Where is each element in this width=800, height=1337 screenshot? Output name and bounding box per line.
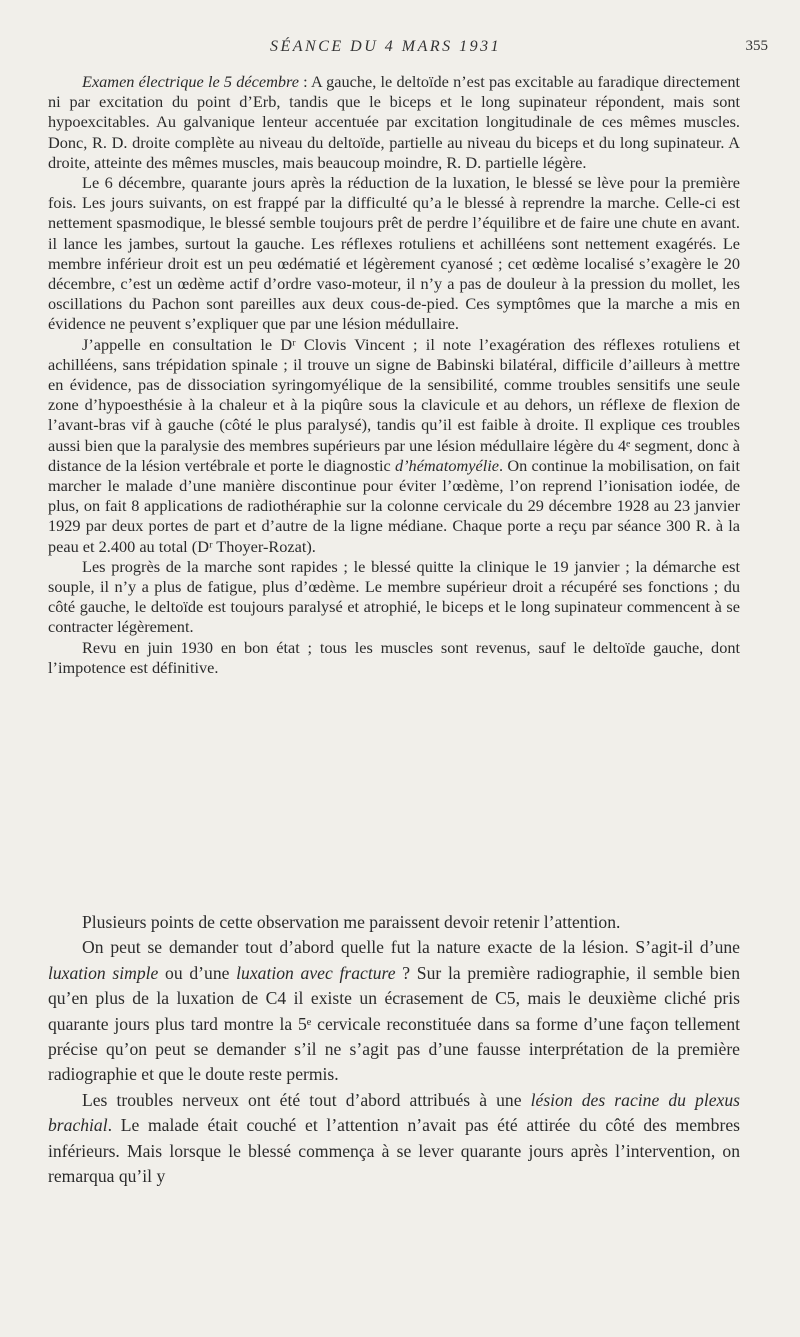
paragraph — [48, 335, 740, 557]
page-number: 355 — [745, 38, 768, 54]
text-run: Les progrès de la marche sont rapides ; le blessé quitte la clinique le 19 janvier ; la démarche est souple, il n’y a plus de fatigue, plus d’œdème. Le membre supérieur droit a récupéré ses fonctions ; du côté gauche, le deltoïde est toujours paralysé et atrophié, le biceps et le long supinateur commencent à se contracter légèrement. — [48, 556, 740, 637]
text-run: Revu en juin 1930 en bon état ; tous les muscles sont revenus, sauf le deltoïde gauche, dont l’impotence est définitive. — [48, 637, 740, 677]
paragraph — [48, 638, 740, 678]
italic-text: d’hématomyélie — [395, 455, 499, 475]
paragraph — [48, 1088, 740, 1190]
paragraph — [48, 557, 740, 638]
paragraph — [48, 72, 740, 173]
discussion-text — [48, 910, 740, 1189]
text-run: J’appelle en consultation le Dʳ Clovis Vincent ; il note l’exagération des réflexes rotuliens et achilléens, sans trépidation spinale ; il trouve un signe de Babinski bilatéral, difficile d’ailleurs à mettre en évidence, pas de dissociation syringomyélique de la sensibilité, comme troubles sensitifs une seule zone d’hypoesthésie à la chaleur et à la piqûre sous la clavicule et au dehors, un réflexe de flexion de l’avant-bras vif à gauche (côté le plus paralysé), tandis qu’il est faible à droite. Il explique ces troubles aussi bien que la paralysie des membres supérieurs par une lésion médullaire légère du 4ᵉ segment, donc à distance de la lésion vertébrale et porte le diagnostic — [48, 334, 740, 475]
running-title: SÉANCE DU 4 MARS 1931 — [270, 38, 502, 55]
text-run: . On continue la mobilisation, on fait marcher le malade d’une manière discontinue pour éviter l’œdème, l’on reprend l’ionisation iodée, de plus, on fait 8 applications de radiothéraphie sur la colonne cervicale du 29 décembre 1928 au 23 janvier 1929 par deux portes de part et d’autre de la ligne médiane. Chaque porte a reçu par séance 300 R. à la peau et 2.400 au total (Dʳ Thoyer-Rozat). — [48, 455, 741, 556]
text-run: ? Sur la première radiographie, il semble bien qu’en plus de la luxation de C4 il existe un écrasement de C5, mais le deuxième cliché pris quarante jours plus tard montre la 5ᵉ cervicale reconstituée dans sa forme d’une façon tellement précise qu’on peut se demander s’il ne s’agit pas d’une fausse interprétation de la première radiographie et que le doute reste permis. — [48, 962, 740, 1085]
italic-text: luxation simple — [48, 962, 159, 983]
paragraph — [48, 910, 740, 935]
text-run: : A gauche, le deltoïde n’est pas excitable au faradique directement ni par excitation du point d’Erb, tandis que le biceps et le long supinateur répondent, mais sont hypoexcitables. Au galvanique lenteur accentuée par excitation longitudinale de ces mêmes muscles. Donc, R. D. droite complète au niveau du deltoïde, partielle au niveau du biceps et du long supinateur. A droite, atteinte des mêmes muscles, mais beaucoup moindre, R. D. partielle légère. — [48, 72, 740, 172]
text-run: On peut se demander tout d’abord quelle fut la nature exacte de la lésion. S’agit-il d’une — [82, 937, 740, 958]
text-run: ou d’une — [158, 962, 237, 983]
text-run: Les troubles nerveux ont été tout d’abord attribués à une — [82, 1089, 531, 1110]
text-run: Le 6 décembre, quarante jours après la réduction de la luxation, le blessé se lève pour la première fois. Les jours suivants, on est frappé par la difficulté qu’a le blessé à reprendre la marche. Celle-ci est nettement spasmodique, le blessé semble toujours prêt de perdre l’équilibre et de faire une chute en avant. il lance les jambes, surtout la gauche. Les réflexes rotuliens et achilléens sont nettement exagérés. Le membre inférieur droit est un peu œdématié et légèrement cyanosé ; cet œdème localisé s’exagère le 20 décembre, c’est un œdème actif d’ordre vaso-moteur, il n’y a pas de douleur à la pression du mollet, les oscillations du Pachon sont pareilles aux deux cous-de-pied. Ces symptômes que la marche a mis en évidence ne peuvent s’expliquer que par une lésion médullaire. — [48, 173, 740, 334]
paragraph — [48, 173, 740, 335]
observation-text — [48, 72, 740, 678]
page-header — [0, 38, 800, 62]
italic-text: luxation avec fracture — [236, 962, 396, 983]
text-run: . Le malade était couché et l’attention n’avait pas été attirée du côté des membres inférieurs. Mais lorsque le blessé commença à se lever quarante jours après l’intervention, on remarqua qu’il y — [48, 1115, 740, 1187]
text-run: Plusieurs points de cette observation me paraissent devoir retenir l’attention. — [82, 912, 621, 932]
italic-text: lésion des racine du plexus brachial — [48, 1089, 740, 1136]
italic-text: Examen électrique le 5 décembre — [82, 72, 299, 91]
paragraph — [48, 935, 740, 1087]
